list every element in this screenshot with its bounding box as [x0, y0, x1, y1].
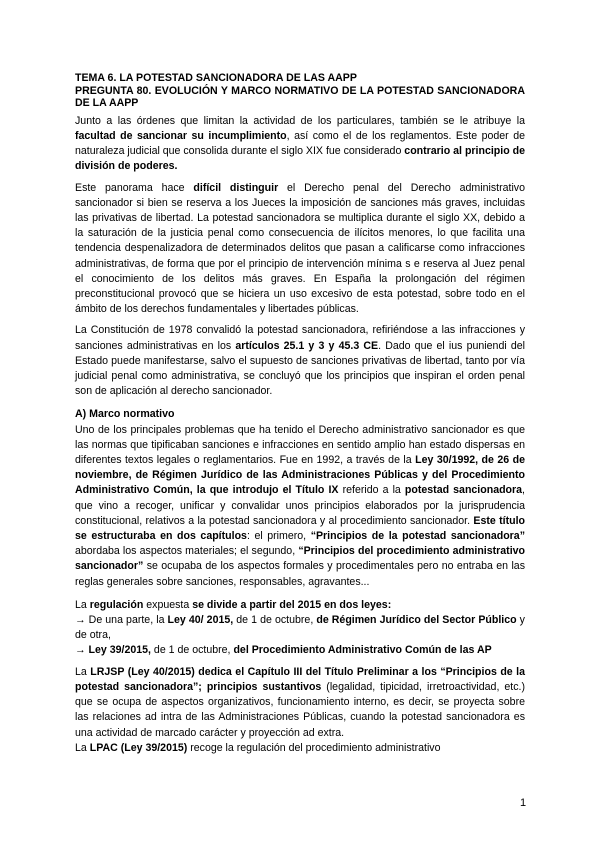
- paragraph-panorama: Este panorama hace difícil distinguir el Derecho penal del Derecho administrativo sancionador si bien se reserva a los Jueces la imposición de sanciones más graves, incluidas las privativas de libertad. La potestad sancionadora se multiplica durante el siglo XX, debido a la saturación de la justicia penal como consecuencia de ilícitos menores, lo que facilita una tendencia despenalizadora de determinados delitos que pasan a calificarse como infracciones administrativas, de forma que por el principio de intervención mínima s e reserva al Juez penal el conocimiento de los delitos más graves. En España la prolongación del régimen preconstitucional provocó que se hiciera un uso excesivo de esta potestad, sobre todo en el ámbito de los derechos fundamentales y libertades públicas.: [75, 181, 525, 316]
- bold-phrase: “Principios del procedimiento administrativo sancionador”: [75, 545, 525, 573]
- bold-phrase: LPAC (Ley 39/2015): [89, 741, 188, 754]
- bold-phrase: facultad de sancionar su incumplimiento: [75, 129, 287, 142]
- paragraph-intro: Junto a las órdenes que limitan la actividad de los particulares, también se le atribuye la facultad de sancionar su incumplimiento, así como el de los reglamentos. Este poder de naturaleza judicial que consolida durante el siglo XIX fue considerado contrario al principio de división de poderes.: [75, 114, 525, 173]
- question-title: PREGUNTA 80. EVOLUCIÓN Y MARCO NORMATIVO DE LA POTESTAD SANCIONADORA DE LA AAPP: [75, 84, 525, 110]
- bold-phrase: Ley 30/1992, de 26 de noviembre, de Régimen Jurídico de las Administraciones Públicas y del Procedimiento Administrativo Común, la que introdujo el Título IX: [75, 454, 525, 497]
- bold-phrase: potestad sancionadora: [404, 484, 523, 497]
- bold-phrase: regulación: [89, 598, 144, 611]
- paragraph-regulacion: La regulación expuesta se divide a partir del 2015 en dos leyes: → De una parte, la Ley 40/ 2015, de 1 de octubre, de Régimen Jurídico del Sector Público y de otra, → Ley 39/2015, de 1 de octubre, del Procedimiento Administrativo Común de las AP: [75, 598, 525, 657]
- document-page: [75, 72, 525, 756]
- section-heading: A) Marco normativo: [75, 408, 175, 421]
- paragraph-marco-normativo: A) Marco normativo Uno de los principales problemas que ha tenido el Derecho administrativo sancionador es que las normas que tipificaban sanciones e infracciones en sentido amplio han estado dispersas en diferentes textos legales o reglamentarios. Fue en 1992, a través de la Ley 30/1992, de 26 de noviembre, de Régimen Jurídico de las Administraciones Públicas y del Procedimiento Administrativo Común, la que introdujo el Título IX referido a la potestad sancionadora, que vino a recoger, unificar y convalidar unos principios elaborados por la jurisprudencia constitucional, relativos a la potestad sancionadora y al procedimiento sancionador. Este título se estructuraba en dos capítulos: el primero, “Principios de la potestad sancionadora” abordaba los aspectos materiales; el segundo, “Principios del procedimiento administrativo sancionador” se ocupaba de los aspectos formales y procedimentales pero no entraba en las reglas generales sobre sanciones, responsables, agravantes...: [75, 408, 525, 588]
- bold-phrase: difícil distinguir: [193, 181, 279, 194]
- paragraph-constitution: La Constitución de 1978 convalidó la potestad sancionadora, refiriéndose a las infracciones y sanciones administrativas en los artículos 25.1 y 3 y 45.3 CE. Dado que el ius puniendi del Estado puede manifestarse, salvo el supuesto de sanciones privativas de libertad, tanto por vía judicial penal como administrativa, se concluyó que los principios que inspiran el orden penal son de aplicación al derecho sancionador.: [75, 324, 525, 398]
- bold-phrase: LRJSP (Ley 40/2015) dedica el Capítulo III del Título Preliminar a los “Principios de la potestad sancionadora”; principios sustantivos: [75, 665, 525, 693]
- bold-phrase: artículos 25.1 y 3 y 45.3 CE: [235, 339, 379, 352]
- arrow-item: → Ley 39/2015, de 1 de octubre, del Procedimiento Administrativo Común de las AP: [75, 644, 492, 657]
- page-number: 1: [520, 797, 527, 809]
- arrow-item: → De una parte, la Ley 40/ 2015, de 1 de octubre, de Régimen Jurídico del Sector Público y de otra,: [75, 614, 525, 642]
- bold-phrase: Este título se estructuraba en dos capítulos: [75, 514, 525, 543]
- paragraph-lrjsp: La LRJSP (Ley 40/2015) dedica el Capítulo III del Título Preliminar a los “Principios de la potestad sancionadora”; principios sustantivos (legalidad, tipicidad, irretroactividad, etc.) que se ocupa de aspectos organizativos, funcionamiento interno, es decir, se proyecta sobre las relaciones ad intra de las Administraciones Públicas, cuando la potestad sancionadora es una actividad de marcado carácter y proyección ad extra. La LPAC (Ley 39/2015) recoge la regulación del procedimiento administrativo: [75, 665, 525, 754]
- bold-phrase: “Principios de la potestad sancionadora”: [310, 530, 525, 543]
- bold-phrase: se divide a partir del 2015 en dos leyes:: [192, 598, 392, 611]
- bold-phrase: contrario al principio de división de poderes.: [75, 145, 525, 173]
- topic-title: TEMA 6. LA POTESTAD SANCIONADORA DE LAS AAPP: [75, 72, 357, 84]
